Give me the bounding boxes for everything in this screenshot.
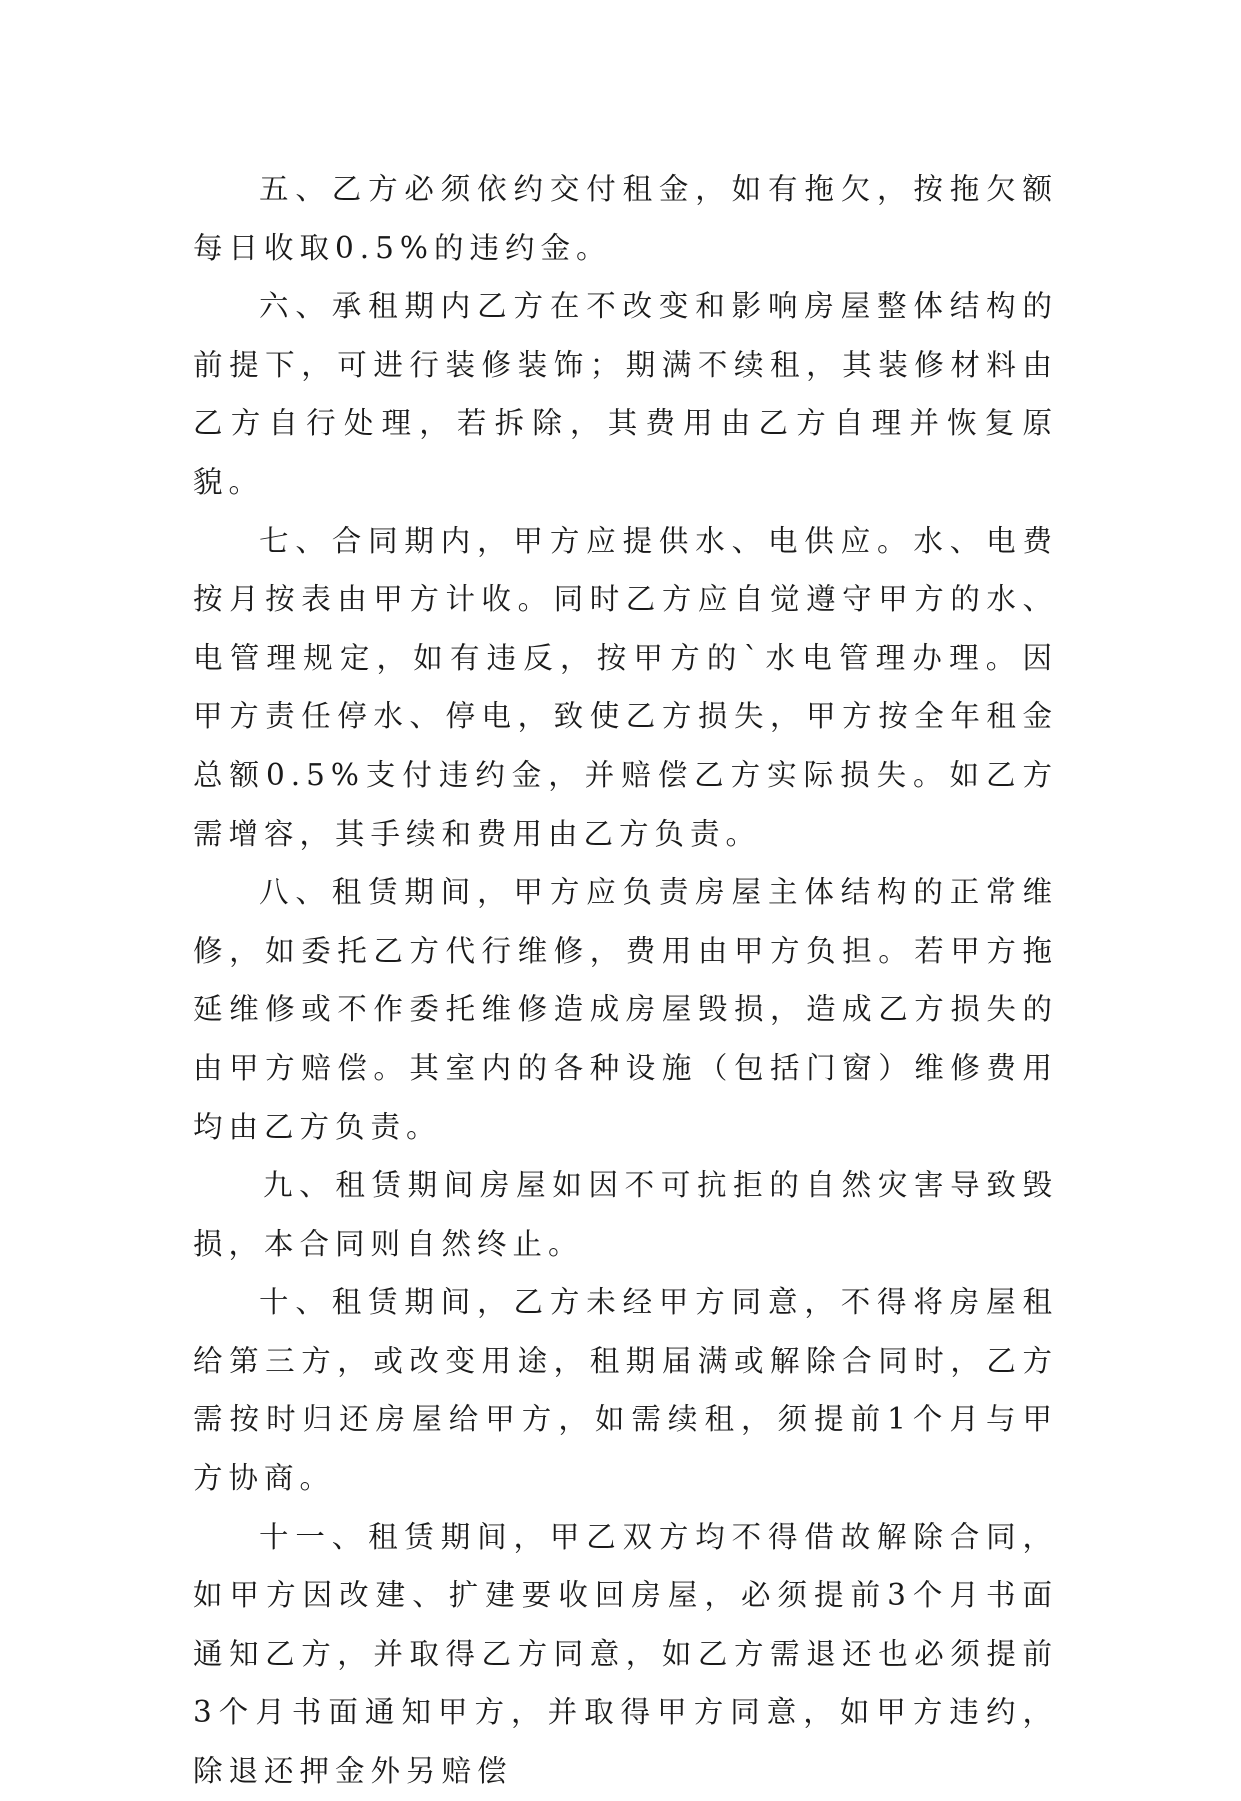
clause-10: 十、租赁期间，乙方未经甲方同意，不得将房屋租给第三方，或改变用途，租期届满或解除合同时，乙方需按时归还房屋给甲方，如需续租，须提前1个月与甲方协商。 — [193, 1285, 1058, 1496]
clause-5: 五、乙方必须依约交付租金，如有拖欠，按拖欠额每日收取0.5%的违约金。 — [193, 172, 1058, 265]
contract-body — [193, 160, 1058, 1801]
clause-8: 八、租赁期间，甲方应负责房屋主体结构的正常维修，如委托乙方代行维修，费用由甲方负担。若甲方拖延维修或不作委托维修造成房屋毁损，造成乙方损失的由甲方赔偿。其室内的各种设施（包括门窗）维修费用均由乙方负责。 — [193, 875, 1058, 1144]
clause-11: 十一、租赁期间，甲乙双方均不得借故解除合同，如甲方因改建、扩建要收回房屋，必须提前3个月书面通知乙方，并取得乙方同意，如乙方需退还也必须提前3个月书面通知甲方，并取得甲方同意，如甲方违约，除退还押金外另赔偿 — [193, 1519, 1058, 1789]
clause-6: 六、承租期内乙方在不改变和影响房屋整体结构的前提下，可进行装修装饰；期满不续租，其装修材料由乙方自行处理，若拆除，其费用由乙方自理并恢复原貌。 — [193, 289, 1058, 499]
clause-7: 七、合同期内，甲方应提供水、电供应。水、电费按月按表由甲方计收。同时乙方应自觉遵守甲方的水、电管理规定，如有违反，按甲方的`水电管理办理。因甲方责任停水、停电，致使乙方损失，甲方按全年租金总额0.5%支付违约金，并赔偿乙方实际损失。如乙方需增容，其手续和费用由乙方负责。 — [193, 523, 1058, 851]
clause-9: 九、租赁期间房屋如因不可抗拒的自然灾害导致毁损，本合同则自然终止。 — [193, 1168, 1058, 1261]
